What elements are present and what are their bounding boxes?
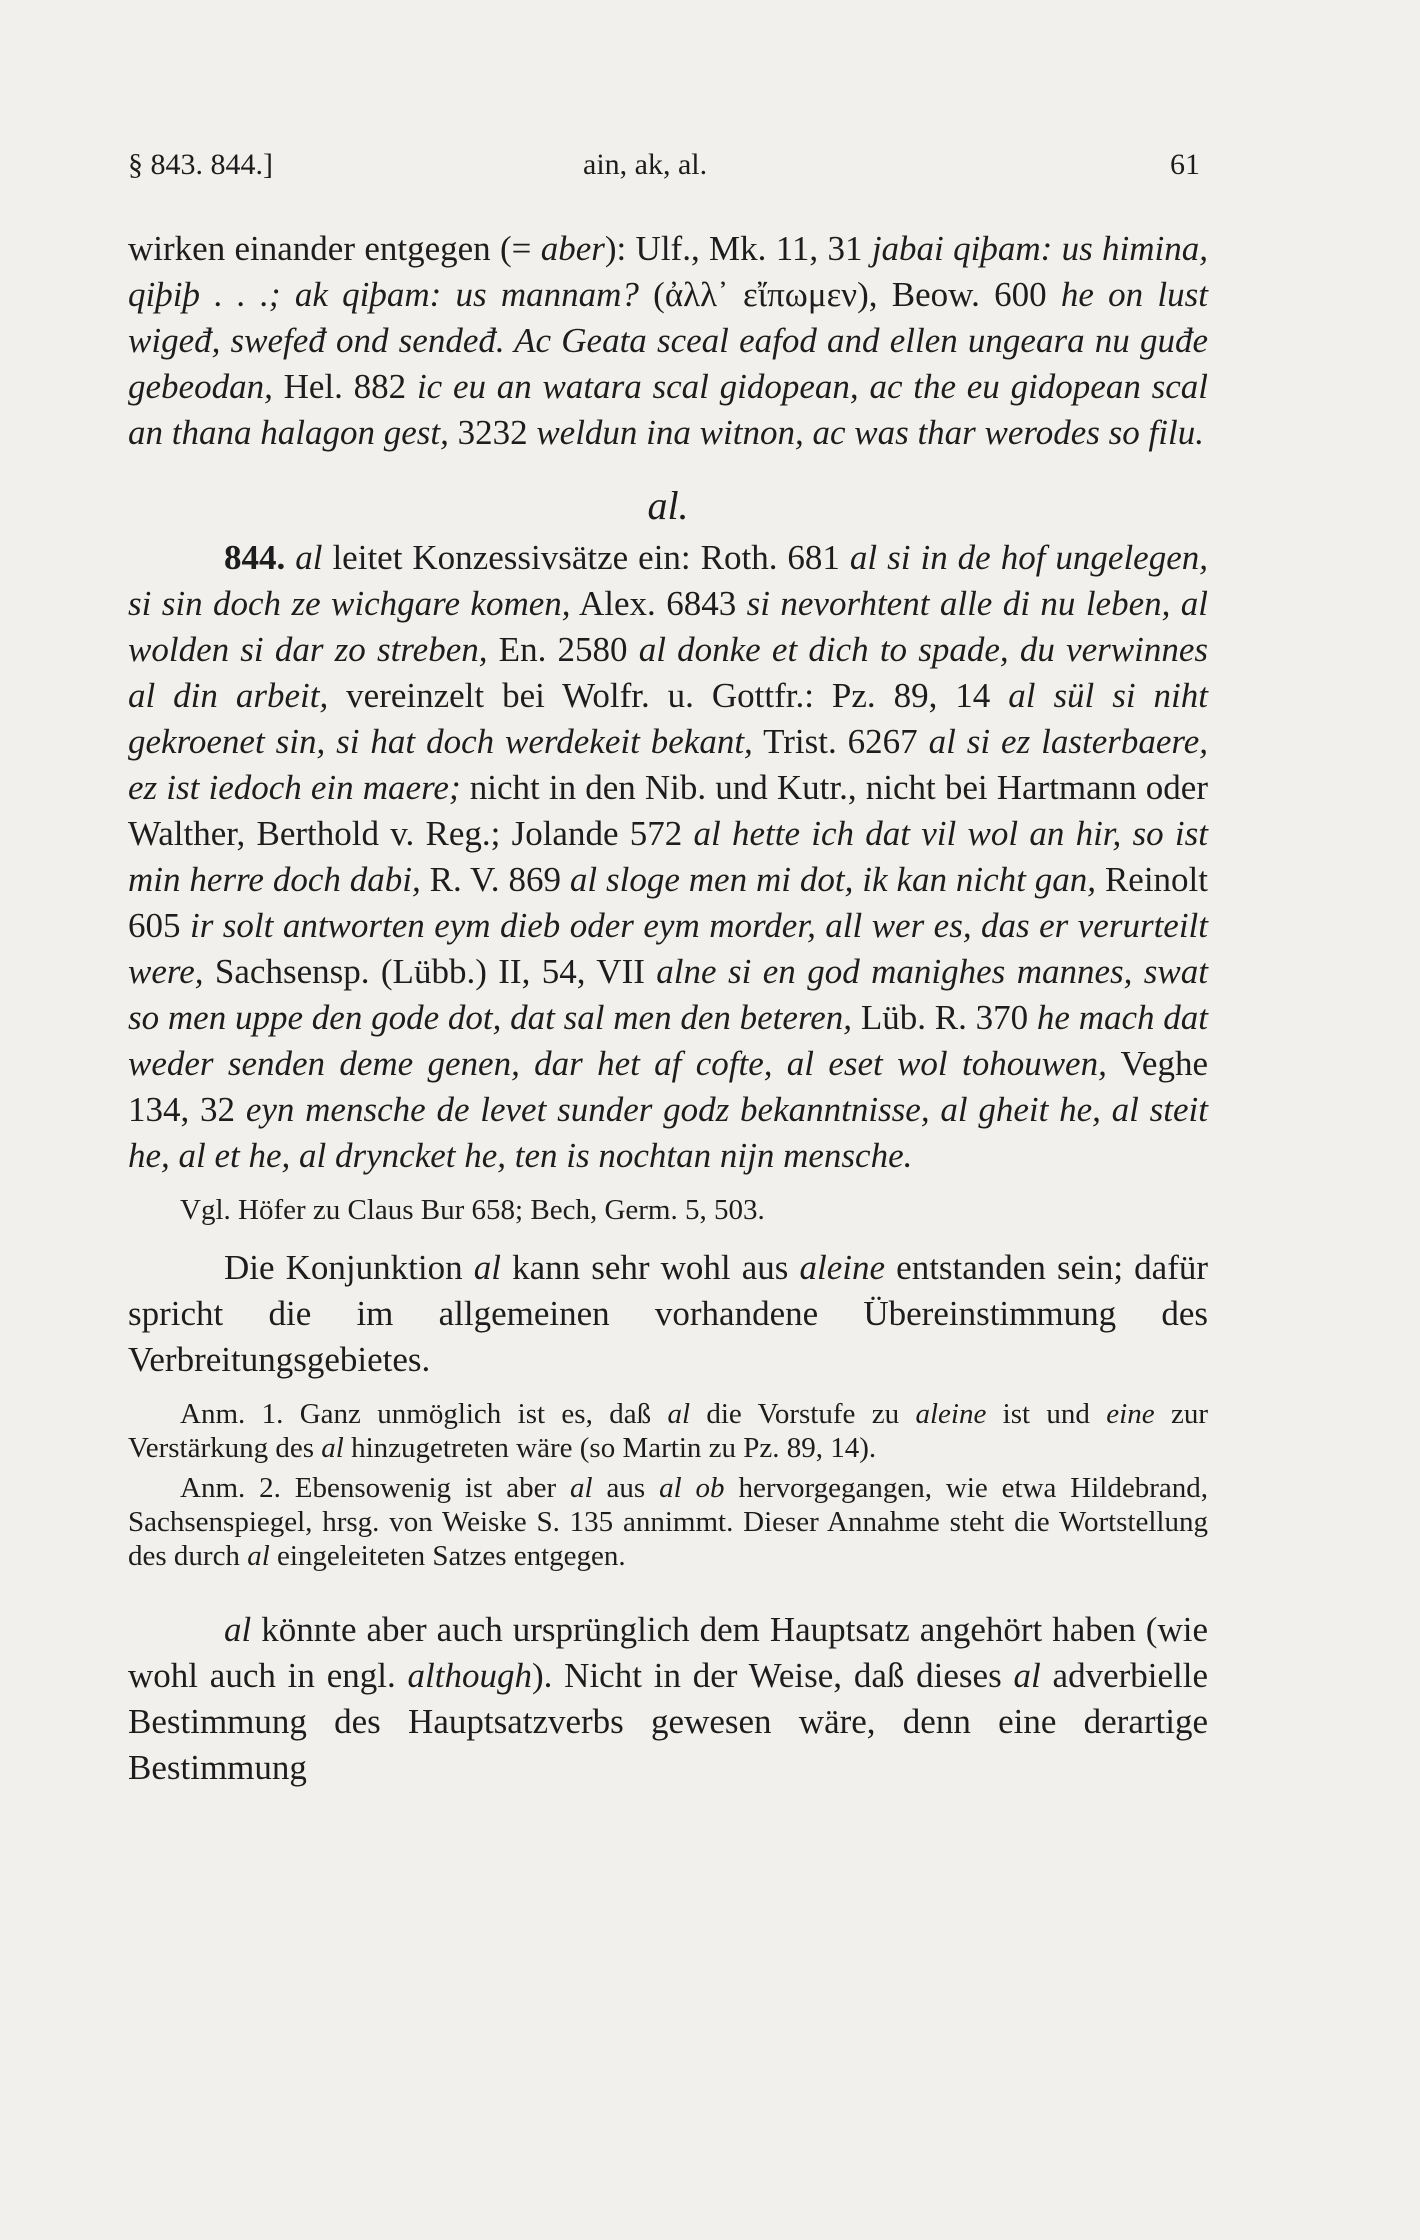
- section-heading: al.: [647, 483, 689, 528]
- reference-note: Vgl. Höfer zu Claus Bur 658; Bech, Germ. 5, 503.: [180, 1194, 765, 1226]
- paragraph-continued: wirken einander entgegen (= aber): Ulf., Mk. 11, 31 jabai qiþam: us himina, qiþiþ . . .; ak qiþam: us mannam? (ἀλλ᾽ εἴπωμεν), Beow. 600 he on lust wigeđ, swefeđ ond sendeđ. Ac Geata sceal eafod and ellen ungeara nu guđe gebeodan, Hel. 882 ic eu an watara scal gidopean, ac the eu gidopean scal an thana halagon gest, 3232 weldun ina witnon, ac was thar werodes so filu.: [128, 229, 1208, 452]
- paragraph-number: 844.: [224, 538, 286, 577]
- paragraph-main-clause: al könnte aber auch ursprünglich dem Hauptsatz angehört haben (wie wohl auch in engl. although). Nicht in der Weise, daß dieses al adverbielle Bestimmung des Hauptsatzverbs gewesen wäre, denn eine derartige Bestimmung: [128, 1610, 1209, 1787]
- paragraph-844: 844. al leitet Konzessivsätze ein: Roth. 681 al si in de hof ungelegen, si sin doch ze wichgare komen, Alex. 6843 si nevorhtent alle di nu leben, al wolden si dar zo streben, En. 2580 al donke et dich to spade, du verwinnes al din arbeit, vereinzelt bei Wolfr. u. Gottfr.: Pz. 89, 14 al sül si niht gekroenet sin, si hat doch werdekeit bekant, Trist. 6267 al si ez lasterbaere, ez ist iedoch ein maere; nicht in den Nib. und Kutr., nicht bei Hartmann oder Walther, Berthold v. Reg.; Jolande 572 al hette ich dat vil wol an hir, so ist min herre doch dabi, R. V. 869 al sloge men mi dot, ik kan nicht gan, Reinolt 605 ir solt antworten eym dieb oder eym morder, all wer es, das er verurteilt were, Sachsensp. (Lübb.) II, 54, VII alne si en god manighes mannes, swat so men uppe den gode dot, dat sal men den beteren, Lüb. R. 370 he mach dat weder senden deme genen, dar het af cofte, al eset wol tohouwen, Veghe 134, 32 eyn mensche de levet sunder godz bekanntnisse, al gheit he, al steit he, al et he, al dryncket he, ten is nochtan nijn mensche.: [128, 538, 1209, 1175]
- main-text: [128, 226, 1208, 1791]
- page-number: 61: [1170, 148, 1200, 181]
- running-title: ain, ak, al.: [583, 148, 708, 181]
- annotation-2: Anm. 2. Ebensowenig ist aber al aus al ob hervorgegangen, wie etwa Hildebrand, Sachsenspiegel, hrsg. von Weiske S. 135 annimmt. Dieser Annahme steht die Wortstellung des durch al eingeleiteten Satzes entgegen.: [128, 1472, 1208, 1572]
- paragraph-conjunction: Die Konjunktion al kann sehr wohl aus aleine entstanden sein; dafür spricht die im allgemeinen vorhandene Übereinstimmung des Verbreitungsgebietes.: [128, 1248, 1209, 1379]
- annotation-1: Anm. 1. Ganz unmöglich ist es, daß al die Vorstufe zu aleine ist und eine zur Verstärkung des al hinzugetreten wäre (so Martin zu Pz. 89, 14).: [128, 1398, 1208, 1464]
- section-reference: § 843. 844.]: [128, 148, 273, 181]
